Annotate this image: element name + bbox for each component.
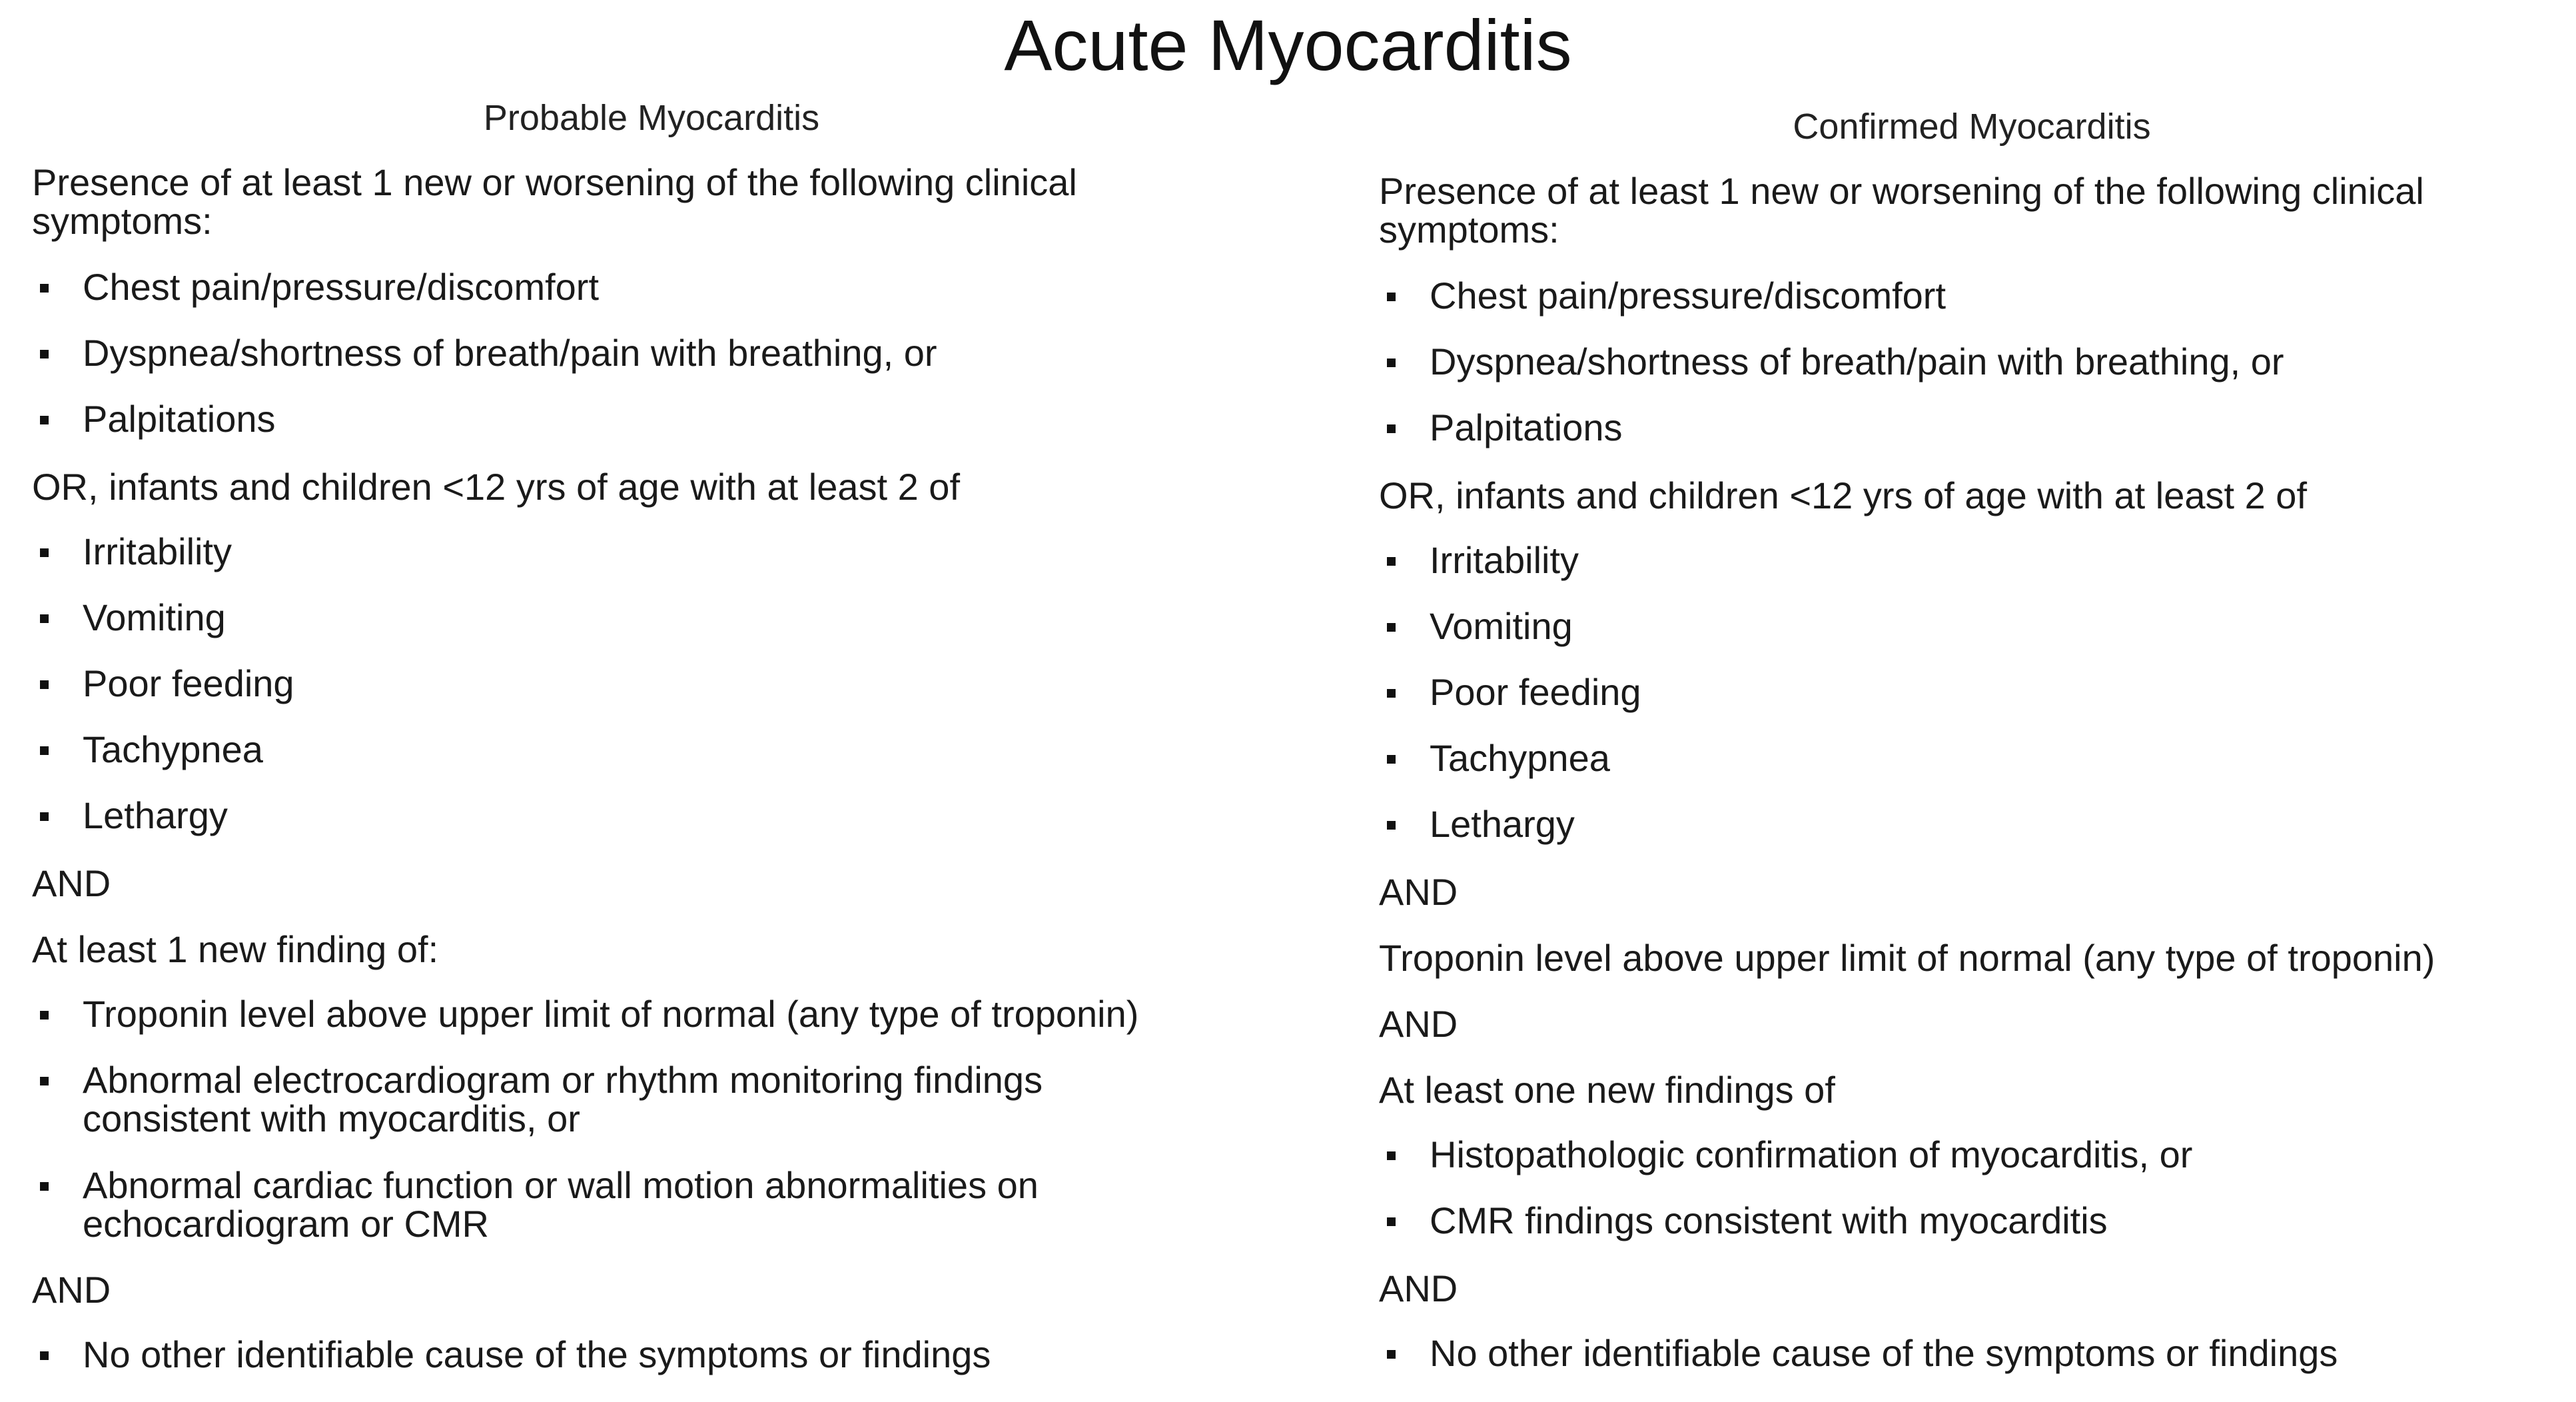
confirmed-column bbox=[1379, 0, 2571, 1402]
probable-heading: Probable Myocarditis bbox=[483, 98, 820, 138]
probable-child-symptom: Tachypnea bbox=[83, 728, 263, 770]
bullet-icon bbox=[40, 1351, 49, 1360]
probable-findings-intro: At least 1 new finding of: bbox=[32, 928, 439, 970]
probable-children-intro: OR, infants and children <12 yrs of age with at least 2 of bbox=[32, 466, 960, 508]
probable-child-symptom: Poor feeding bbox=[83, 662, 294, 704]
bullet-icon bbox=[1387, 1350, 1396, 1359]
confirmed-and-1: AND bbox=[1379, 871, 1458, 913]
confirmed-symptom: Chest pain/pressure/discomfort bbox=[1430, 275, 1946, 317]
confirmed-child-symptom: Poor feeding bbox=[1430, 671, 1641, 713]
bullet-icon bbox=[40, 614, 49, 623]
confirmed-findings-intro: At least one new findings of bbox=[1379, 1069, 1835, 1111]
bullet-icon bbox=[40, 1077, 49, 1085]
confirmed-exclusion: No other identifiable cause of the symptoms or findings bbox=[1430, 1332, 2338, 1374]
bullet-icon bbox=[40, 1011, 49, 1020]
bullet-icon bbox=[1387, 623, 1396, 632]
bullet-icon bbox=[40, 680, 49, 689]
confirmed-child-symptom: Lethargy bbox=[1430, 803, 1575, 845]
probable-finding: Abnormal cardiac function or wall motion abnormalities on echocardiogram or CMR bbox=[83, 1164, 1039, 1245]
bullet-icon bbox=[1387, 689, 1396, 698]
confirmed-heading: Confirmed Myocarditis bbox=[1793, 107, 2151, 147]
confirmed-and-2: AND bbox=[1379, 1003, 1458, 1045]
confirmed-child-symptom: Tachypnea bbox=[1430, 737, 1610, 779]
bullet-icon bbox=[40, 416, 49, 424]
confirmed-child-symptom: Vomiting bbox=[1430, 605, 1573, 647]
probable-and-1: AND bbox=[32, 862, 111, 904]
bullet-icon bbox=[1387, 358, 1396, 367]
confirmed-children-intro: OR, infants and children <12 yrs of age with at least 2 of bbox=[1379, 474, 2307, 516]
confirmed-symptom: Dyspnea/shortness of breath/pain with breathing, or bbox=[1430, 341, 2284, 382]
confirmed-and-3: AND bbox=[1379, 1267, 1458, 1309]
bullet-icon bbox=[1387, 557, 1396, 566]
bullet-icon bbox=[1387, 1217, 1396, 1226]
bullet-icon bbox=[1387, 424, 1396, 433]
confirmed-troponin: Troponin level above upper limit of normal (any type of troponin) bbox=[1379, 937, 2435, 979]
bullet-icon bbox=[1387, 821, 1396, 830]
bullet-icon bbox=[40, 548, 49, 557]
probable-intro: Presence of at least 1 new or worsening of the following clinical symptoms: bbox=[32, 161, 1077, 242]
probable-and-2: AND bbox=[32, 1269, 111, 1311]
page-title: Acute Myocarditis bbox=[1004, 5, 1572, 85]
probable-child-symptom: Vomiting bbox=[83, 596, 226, 638]
probable-symptom: Palpitations bbox=[83, 398, 276, 440]
probable-finding: Troponin level above upper limit of normal (any type of troponin) bbox=[83, 993, 1139, 1035]
probable-child-symptom: Irritability bbox=[83, 530, 232, 572]
confirmed-finding: CMR findings consistent with myocarditis bbox=[1430, 1199, 2108, 1241]
probable-symptom: Dyspnea/shortness of breath/pain with breathing, or bbox=[83, 332, 937, 374]
bullet-icon bbox=[40, 746, 49, 755]
probable-finding: Abnormal electrocardiogram or rhythm monitoring findings consistent with myocarditis, or bbox=[83, 1059, 1043, 1139]
probable-exclusion: No other identifiable cause of the symptoms or findings bbox=[83, 1333, 991, 1375]
confirmed-child-symptom: Irritability bbox=[1430, 539, 1579, 581]
probable-column bbox=[32, 0, 1298, 1402]
bullet-icon bbox=[40, 284, 49, 293]
probable-child-symptom: Lethargy bbox=[83, 794, 228, 836]
bullet-icon bbox=[40, 1182, 49, 1191]
bullet-icon bbox=[1387, 755, 1396, 764]
confirmed-finding: Histopathologic confirmation of myocarditis, or bbox=[1430, 1133, 2193, 1175]
confirmed-symptom: Palpitations bbox=[1430, 406, 1623, 448]
confirmed-intro: Presence of at least 1 new or worsening of the following clinical symptoms: bbox=[1379, 170, 2424, 251]
bullet-icon bbox=[40, 812, 49, 821]
probable-symptom: Chest pain/pressure/discomfort bbox=[83, 266, 600, 308]
bullet-icon bbox=[1387, 293, 1396, 301]
bullet-icon bbox=[40, 350, 49, 358]
bullet-icon bbox=[1387, 1151, 1396, 1160]
